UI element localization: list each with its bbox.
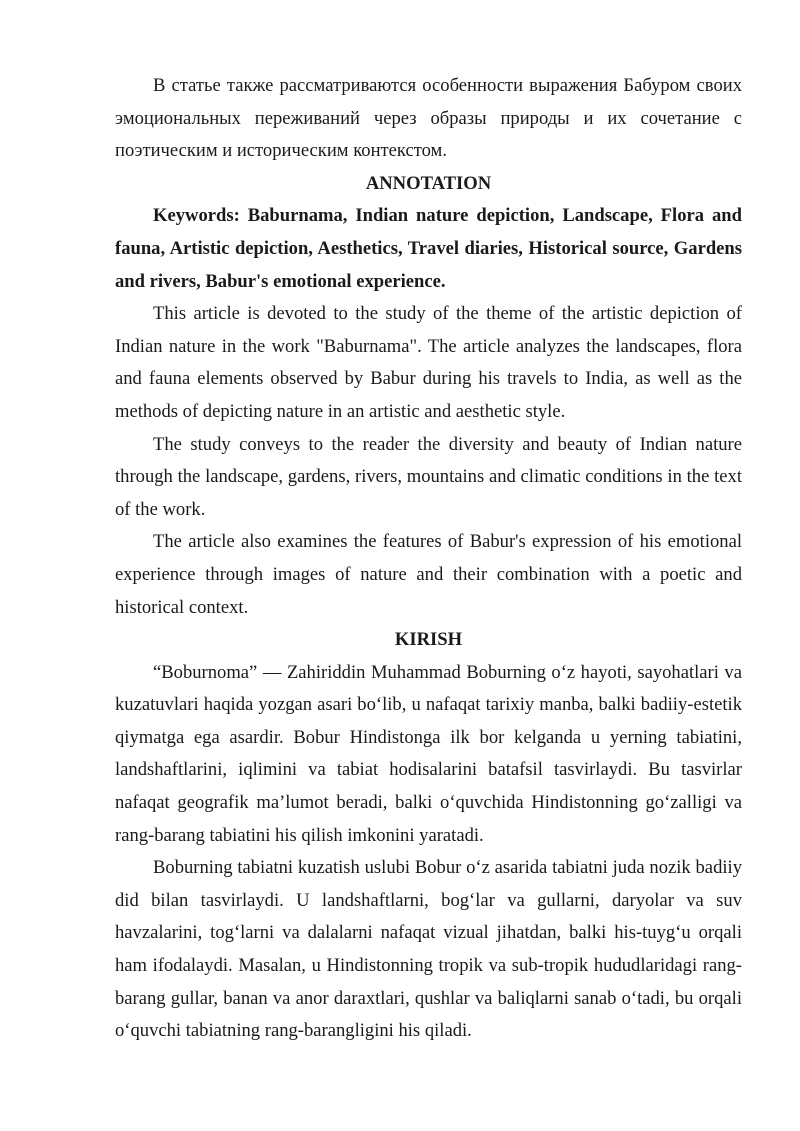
paragraph-english-2: The study conveys to the reader the diversity and beauty of Indian nature through the landscape, gardens, rivers, mountains and climatic conditions in the text of the work. [115, 433, 742, 520]
kirish-heading: KIRISH [394, 629, 463, 651]
document-page [115, 70, 742, 1048]
annotation-heading: ANNOTATION [365, 172, 492, 194]
paragraph-english-3: The article also examines the features of Babur's expression of his emotional experience through images of nature and their combination with a poetic and historical context. [115, 531, 742, 618]
keywords-paragraph: Keywords: Baburnama, Indian nature depiction, Landscape, Flora and fauna, Artistic depiction, Aesthetics, Travel diaries, Historical source, Gardens and rivers, Babur's emotional experience. [115, 205, 742, 292]
paragraph-uzbek-2: Boburning tabiatni kuzatish uslubi Bobur o‘z asarida tabiatni juda nozik badiiy did bilan tasvirlaydi. U landshaftlarni, bog‘lar va gullarni, daryolar va suv havzalarini, tog‘larni va dalalarni nafaqat vizual jihatdan, balki his-tuyg‘u orqali ham ifodalaydi. Masalan, u Hindistonning tropik va sub-tropik hududlaridagi rang-barang gullar, banan va anor daraxtlari, qushlar va baliqlarni sanab o‘tadi, bu orqali o‘quvchi tabiatning rang-barangligini his qiladi. [115, 857, 742, 1042]
paragraph-russian-closing: В статье также рассматриваются особенности выражения Бабуром своих эмоциональных переживаний через образы природы и их сочетание с поэтическим и историческим контекстом. [115, 75, 742, 162]
paragraph-english-1: This article is devoted to the study of the theme of the artistic depiction of Indian nature in the work "Baburnama". The article analyzes the landscapes, flora and fauna elements observed by Babur during his travels to India, as well as the methods of depicting nature in an artistic and aesthetic style. [115, 303, 742, 422]
paragraph-uzbek-1: “Boburnoma” — Zahiriddin Muhammad Boburning o‘z hayoti, sayohatlari va kuzatuvlari haqida yozgan asari bo‘lib, u nafaqat tarixiy manba, balki badiiy-estetik qiymatga ega asardir. Bobur Hindistonga ilk bor kelganda u yerning tabiatini, landshaftlarini, iqlimini va tabiat hodisalarini batafsil tasvirlaydi. Bu tasvirlar nafaqat geografik ma’lumot beradi, balki o‘quvchida Hindistonning go‘zalligi va rang-barang tabiatini his qilish imkonini yaratadi. [115, 661, 742, 846]
